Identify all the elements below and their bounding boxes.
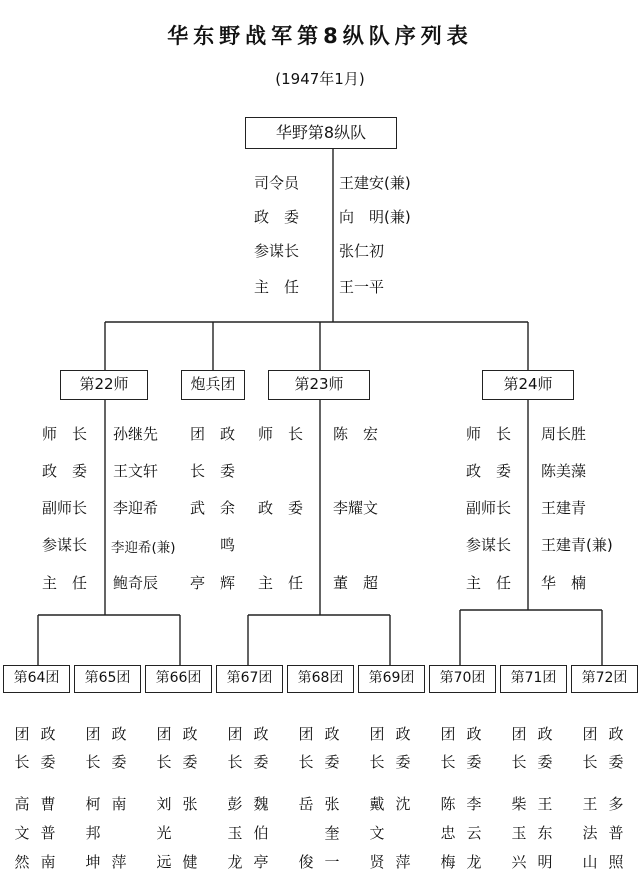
regiment-title-char: 政	[40, 725, 56, 743]
regiment-name-char: 玉	[227, 824, 243, 842]
regiment-title-char: 长	[511, 753, 527, 771]
regiment-name-char: 文	[14, 824, 30, 842]
div23-person: 董 超	[333, 574, 379, 592]
regiment-box: 第68团	[287, 665, 354, 693]
corps-role-director: 主 任	[254, 278, 300, 296]
regiment-name-char: 柴	[511, 795, 527, 813]
regiment-name-char: 明	[537, 853, 553, 871]
regiment-name-char: 一	[324, 853, 340, 871]
regiment-name-char: 照	[608, 853, 624, 871]
regiment-name-char: 普	[608, 824, 624, 842]
div24-role: 副师长	[466, 499, 512, 517]
regiment-name-char: 东	[537, 824, 553, 842]
regiment-box: 第70团	[429, 665, 496, 693]
regiment-title-char: 团	[440, 725, 456, 743]
regiment-name-char: 邦	[85, 824, 101, 842]
div24-role: 政 委	[466, 462, 512, 480]
div22-person: 鲍奇辰	[113, 574, 159, 592]
regiment-name-char: 兴	[511, 853, 527, 871]
regiment-name-char: 坤	[85, 853, 101, 871]
corps-role-chief-of-staff: 参谋长	[254, 242, 300, 260]
div24-person: 华 楠	[541, 574, 587, 592]
artillery-row: 团 政	[190, 425, 236, 443]
corps-box: 华野第8纵队	[245, 117, 397, 149]
regiment-title-char: 政	[253, 725, 269, 743]
regiment-name-char: 龙	[227, 853, 243, 871]
regiment-title-char: 政	[466, 725, 482, 743]
regiment-name-char: 贤	[369, 853, 385, 871]
division-box-24: 第24师	[482, 370, 574, 400]
regiment-title-char: 长	[582, 753, 598, 771]
regiment-title-char: 团	[14, 725, 30, 743]
regiment-title-char: 团	[156, 725, 172, 743]
regiment-title-char: 委	[324, 753, 340, 771]
regiment-name-char: 李	[466, 795, 482, 813]
regiment-name-char: 俊	[298, 853, 314, 871]
regiment-name-char: 萍	[111, 853, 127, 871]
div22-person: 李迎希(兼)	[111, 540, 176, 556]
regiment-name-char: 萍	[395, 853, 411, 871]
regiment-title-char: 长	[85, 753, 101, 771]
regiment-title-char: 团	[227, 725, 243, 743]
regiment-name-char: 张	[324, 795, 340, 813]
regiment-name-char: 陈	[440, 795, 456, 813]
artillery-row: 亭 辉	[190, 574, 236, 592]
regiment-title-char: 长	[440, 753, 456, 771]
regiment-title-char: 团	[511, 725, 527, 743]
regiment-name-char: 王	[582, 795, 598, 813]
regiment-name-char: 亭	[253, 853, 269, 871]
div23-person: 陈 宏	[333, 425, 379, 443]
regiment-title-char: 长	[156, 753, 172, 771]
artillery-row: 鸣	[190, 536, 236, 554]
regiment-name-char: 然	[14, 853, 30, 871]
regiment-name-char: 梅	[440, 853, 456, 871]
regiment-title-char: 政	[111, 725, 127, 743]
regiment-name-char: 玉	[511, 824, 527, 842]
regiment-name-char: 远	[156, 853, 172, 871]
regiment-name-char: 光	[156, 824, 172, 842]
regiment-title-char: 委	[253, 753, 269, 771]
regiment-title-char: 团	[85, 725, 101, 743]
regiment-title-char: 政	[324, 725, 340, 743]
div22-person: 李迎希	[113, 499, 159, 517]
div24-person: 王建青	[541, 499, 587, 517]
regiment-title-char: 长	[298, 753, 314, 771]
regiment-title-char: 团	[298, 725, 314, 743]
regiment-name-char: 奎	[324, 824, 340, 842]
div22-role: 师 长	[42, 425, 88, 443]
regiment-title-char: 委	[40, 753, 56, 771]
artillery-row: 武 余	[190, 499, 236, 517]
div24-role: 主 任	[466, 574, 512, 592]
regiment-name-char: 健	[182, 853, 198, 871]
artillery-row: 长 委	[190, 462, 236, 480]
regiment-name-char: 法	[582, 824, 598, 842]
regiment-name-char: 伯	[253, 824, 269, 842]
regiment-name-char: 文	[369, 824, 385, 842]
regiment-box: 第71团	[500, 665, 567, 693]
regiment-name-char: 彭	[227, 795, 243, 813]
regiment-name-char: 王	[537, 795, 553, 813]
div24-role: 师 长	[466, 425, 512, 443]
div23-role: 师 长	[258, 425, 304, 443]
div22-role: 副师长	[42, 499, 88, 517]
div24-person: 王建青(兼)	[541, 536, 613, 554]
regiment-name-char: 云	[466, 824, 482, 842]
regiment-name-char: 戴	[369, 795, 385, 813]
regiment-name-char: 南	[111, 795, 127, 813]
div23-role: 政 委	[258, 499, 304, 517]
div22-role: 主 任	[42, 574, 88, 592]
regiment-title-char: 长	[227, 753, 243, 771]
regiment-title-char: 委	[466, 753, 482, 771]
regiment-name-char: 柯	[85, 795, 101, 813]
regiment-title-char: 委	[182, 753, 198, 771]
page-date: (1947年1月)	[275, 70, 365, 88]
corps-person-commissar: 向 明(兼)	[339, 208, 411, 226]
regiment-box: 第67团	[216, 665, 283, 693]
corps-role-commissar: 政 委	[254, 208, 300, 226]
regiment-title-char: 团	[582, 725, 598, 743]
division-box-22: 第22师	[60, 370, 148, 400]
div22-person: 王文轩	[113, 462, 159, 480]
regiment-name-char: 沈	[395, 795, 411, 813]
regiment-box: 第66团	[145, 665, 212, 693]
division-box-23: 第23师	[268, 370, 370, 400]
regiment-box: 第65团	[74, 665, 141, 693]
regiment-name-char: 魏	[253, 795, 269, 813]
corps-role-commander: 司令员	[254, 174, 300, 192]
regiment-title-char: 政	[537, 725, 553, 743]
regiment-name-char: 岳	[298, 795, 314, 813]
regiment-box: 第64团	[3, 665, 70, 693]
regiment-title-char: 委	[537, 753, 553, 771]
regiment-title-char: 委	[608, 753, 624, 771]
regiment-title-char: 团	[369, 725, 385, 743]
regiment-name-char: 龙	[466, 853, 482, 871]
div22-person: 孙继先	[113, 425, 159, 443]
corps-person-commander: 王建安(兼)	[339, 174, 411, 192]
regiment-name-char: 刘	[156, 795, 172, 813]
regiment-title-char: 政	[608, 725, 624, 743]
div22-role: 参谋长	[42, 536, 88, 554]
regiment-name-char: 曹	[40, 795, 56, 813]
div24-role: 参谋长	[466, 536, 512, 554]
div22-role: 政 委	[42, 462, 88, 480]
corps-person-director: 王一平	[339, 278, 385, 296]
regiment-title-char: 委	[111, 753, 127, 771]
div24-person: 陈美藻	[541, 462, 587, 480]
corps-person-chief-of-staff: 张仁初	[339, 242, 385, 260]
regiment-title-char: 长	[369, 753, 385, 771]
page-title: 华东野战军第8纵队序列表	[167, 24, 473, 48]
regiment-box: 第72团	[571, 665, 638, 693]
regiment-box: 第69团	[358, 665, 425, 693]
regiment-name-char: 普	[40, 824, 56, 842]
regiment-name-char: 山	[582, 853, 598, 871]
regiment-title-char: 政	[182, 725, 198, 743]
regiment-name-char: 忠	[440, 824, 456, 842]
regiment-title-char: 委	[395, 753, 411, 771]
div23-role: 主 任	[258, 574, 304, 592]
regiment-name-char: 张	[182, 795, 198, 813]
regiment-name-char: 高	[14, 795, 30, 813]
regiment-name-char: 多	[608, 795, 624, 813]
regiment-title-char: 长	[14, 753, 30, 771]
regiment-title-char: 政	[395, 725, 411, 743]
div23-person: 李耀文	[333, 499, 379, 517]
regiment-name-char: 南	[40, 853, 56, 871]
div24-person: 周长胜	[541, 425, 587, 443]
artillery-box: 炮兵团	[181, 370, 245, 400]
